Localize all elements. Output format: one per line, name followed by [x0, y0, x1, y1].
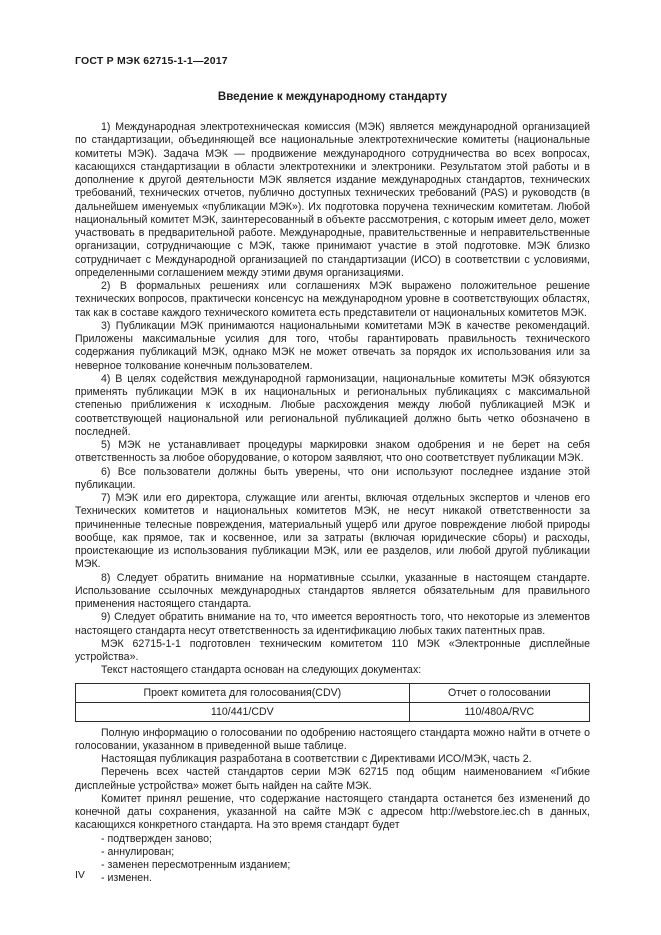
paragraph: Комитет принял решение, что содержание настоящего стандарта останется без изменений до конечной даты сохранения, указанной на сайте МЭК с адресом http://webstore.iec.ch в данных, касающихся конкретного стандарта. На это время стандарт будет: [75, 792, 590, 832]
paragraph: Настоящая публикация разработана в соответствии с Директивами ИСО/МЭК, часть 2.: [101, 753, 532, 765]
list-item: - подтвержден заново;: [101, 832, 212, 845]
paragraph: Полную информацию о голосовании по одобрению настоящего стандарта можно найти в отчете о голосовании, указанном в приведенной выше таблице.: [75, 726, 590, 752]
table-data-row: [76, 702, 590, 721]
document-body: [75, 121, 590, 886]
paragraph: МЭК 62715-1-1 подготовлен техническим комитетом 110 МЭК «Электронные дисплейные устройства».: [75, 637, 590, 663]
table-header-cell-cdv: Проект комитета для голосования(CDV): [76, 683, 410, 702]
paragraph: 5) МЭК не устанавливает процедуры маркировки знаком одобрения и не берет на себя ответственность за любое оборудование, о котором заявляют, что оно соответствует публикации МЭК.: [75, 439, 590, 465]
table-cell-cdv-value: 110/441/CDV: [76, 702, 410, 721]
paragraph: 7) МЭК или его директора, служащие или агенты, включая отдельных экспертов и членов его Технических комитетов и национальных комитетов МЭК, не несут никакой ответственности за причиненные телесные повреждения, материальный ущерб или другое повреждение любой природы вообще, как прямое, так и косвенное, или за затраты (включая юридические сборы) и расходы, проистекающие из использования публикации МЭК, или ее разделов, или любой другой публикации МЭК.: [75, 492, 590, 571]
paragraph: 3) Публикации МЭК принимаются национальными комитетами МЭК в качестве рекомендаций. Приложены максимальные усилия для того, чтобы гарантировать правильность технического содержания публикаций МЭК, однако МЭК не может отвечать за порядок их использования или за неверное толкование конечным пользователем.: [75, 319, 590, 372]
paragraph: 4) В целях содействия международной гармонизации, национальные комитеты МЭК обязуются применять публикации МЭК в их национальных и региональных публикациях с максимальной степенью приближения к исходным. Любые расхождения между любой публикацией МЭК и соответствующей национальной или региональной публикацией должно быть четко обозначено в последней.: [75, 372, 590, 438]
document-number: ГОСТ Р МЭК 62715-1-1—2017: [75, 55, 228, 67]
table-header-row: [76, 683, 590, 702]
paragraph: 6) Все пользователи должны быть уверены, что они используют последнее издание этой публикации.: [75, 465, 590, 491]
table-cell-report-value: 110/480A/RVC: [409, 702, 589, 721]
page-number: IV: [75, 869, 85, 881]
list-item: - изменен.: [101, 872, 152, 885]
paragraph: Перечень всех частей стандартов серии МЭК 62715 под общим наименованием «Гибкие дисплейные устройства» может быть найден на сайте МЭК.: [75, 766, 590, 792]
paragraph: Текст настоящего стандарта основан на следующих документах:: [101, 664, 422, 677]
list-item: - аннулирован;: [101, 845, 175, 858]
paragraph: 1) Международная электротехническая комиссия (МЭК) является международной организацией по стандартизации, объединяющей все национальные электротехнические комитеты (национальные комитеты МЭК). Задача МЭК — продвижение международного сотрудничества во всех вопросах, касающихся стандартизации в области электротехники и электроники. Результатом этой работы и в дополнение к другой деятельности МЭК является издание международных стандартов, технических требований, технических отчетов, публично доступных технических требований (PAS) и руководств (в дальнейшем именуемых «публикации МЭК»). Их подготовка поручена техническим комитетам. Любой национальный комитет МЭК, заинтересованный в объекте рассмотрения, с которым имеет дело, может участвовать в предварительной работе. Международные, правительственные и неправительственные организации, сотрудничающие с МЭК, также принимают участие в этой подготовке. МЭК близко сотрудничает с Международной организацией по стандартизации (ИСО) в соответствии с условиями, определенными соглашением между этими двумя организациями.: [75, 121, 590, 279]
document-title: Введение к международному стандарту: [217, 91, 448, 103]
table-header-cell-report: Отчет о голосовании: [409, 683, 589, 702]
paragraph: 8) Следует обратить внимание на нормативные ссылки, указанные в настоящем стандарте. Использование ссылочных международных стандартов является обязательным для правильного применения настоящего стандарта.: [75, 571, 590, 610]
paragraph: 2) В формальных решениях или соглашениях МЭК выражено положительное решение технических вопросов, практически консенсус на международном уровне в соответствующих областях, так как в составе каждого технического комитета есть представители от национальных комитетов МЭК.: [75, 280, 590, 319]
document-page: [75, 55, 590, 886]
list-item: - заменен пересмотренным изданием;: [101, 859, 291, 871]
paragraph: 9) Следует обратить внимание на то, что имеется вероятность того, что некоторые из элементов настоящего стандарта несут ответственность за идентификацию любых таких патентных прав.: [75, 611, 590, 637]
voting-table: [75, 683, 590, 722]
